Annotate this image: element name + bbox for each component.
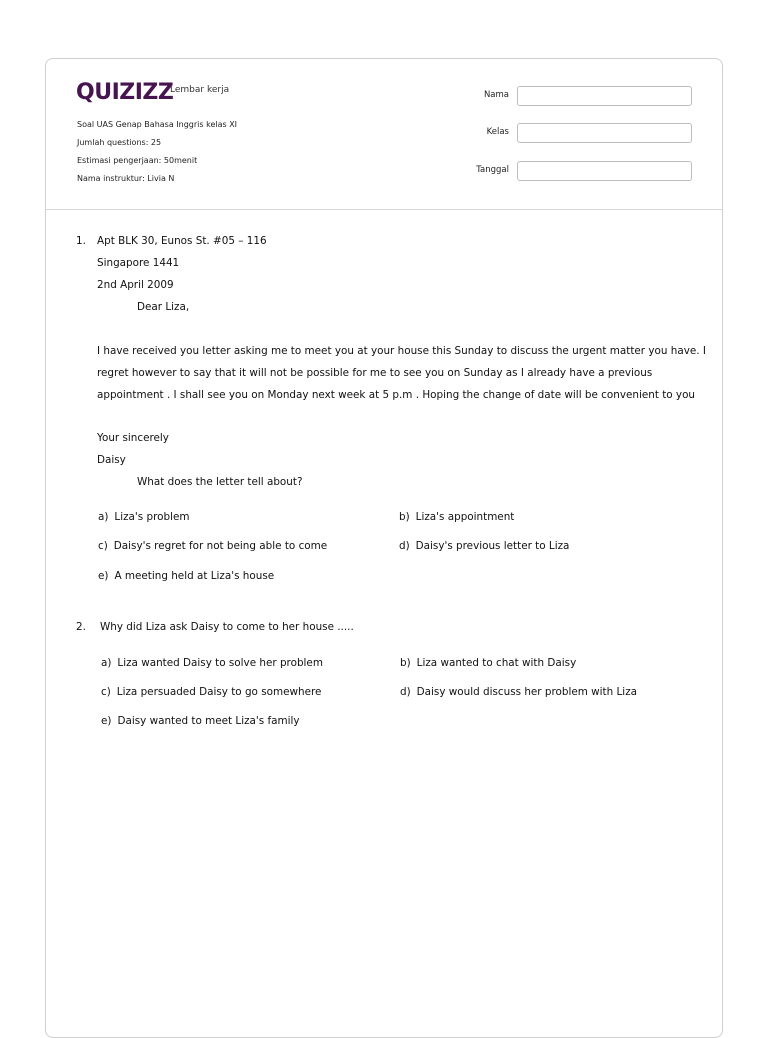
letter-body-line: appointment . I shall see you on Monday next week at 5 p.m . Hoping the change of date will be convenient to you: [97, 389, 696, 401]
quizizz-logo: QUIZIZZ: [76, 80, 174, 105]
option-text: Daisy's regret for not being able to come: [113, 540, 328, 552]
option-text: Liza wanted Daisy to solve her problem: [117, 657, 323, 669]
option-letter: d): [399, 540, 410, 552]
option-letter: c): [98, 540, 108, 552]
nama-field[interactable]: [517, 86, 692, 106]
question-prompt: What does the letter tell about?: [137, 476, 303, 488]
option-letter: b): [400, 657, 411, 669]
option-text: Daisy would discuss her problem with Liza: [416, 686, 638, 698]
tanggal-label: Tanggal: [476, 165, 509, 175]
answer-option-d[interactable]: [400, 686, 637, 698]
answer-option-a[interactable]: [101, 657, 323, 669]
worksheet-page: [45, 58, 723, 1038]
answer-option-b[interactable]: [399, 511, 514, 523]
kelas-label: Kelas: [486, 127, 509, 137]
worksheet-subtitle: Lembar kerja: [170, 85, 230, 95]
letter-date: 2nd April 2009: [97, 279, 174, 291]
option-text: Liza persuaded Daisy to go somewhere: [116, 686, 322, 698]
exam-title: Soal UAS Genap Bahasa Inggris kelas XI: [77, 120, 238, 129]
answer-option-a[interactable]: [98, 511, 190, 523]
option-letter: b): [399, 511, 410, 523]
worksheet-header: [46, 59, 722, 210]
option-text: A meeting held at Liza's house: [114, 570, 275, 582]
answer-option-c[interactable]: [101, 686, 321, 698]
option-letter: e): [101, 715, 112, 727]
nama-label: Nama: [483, 90, 509, 100]
estimated-time: Estimasi pengerjaan: 50menit: [77, 156, 198, 165]
option-letter: a): [101, 657, 112, 669]
letter-address-line: Singapore 1441: [97, 257, 180, 269]
option-text: Liza's problem: [114, 511, 190, 523]
question-number: 1.: [76, 235, 86, 247]
instructor-name: Nama instruktur: Livia N: [77, 174, 175, 183]
letter-signature: Daisy: [97, 454, 126, 466]
letter-salutation: Dear Liza,: [137, 301, 190, 313]
option-text: Liza's appointment: [415, 511, 515, 523]
question-prompt: Why did Liza ask Daisy to come to her house .....: [100, 621, 354, 633]
option-text: Daisy's previous letter to Liza: [415, 540, 570, 552]
option-letter: c): [101, 686, 111, 698]
question-number: 2.: [76, 621, 86, 633]
option-letter: a): [98, 511, 109, 523]
option-letter: d): [400, 686, 411, 698]
answer-option-c[interactable]: [98, 540, 327, 552]
option-text: Daisy wanted to meet Liza's family: [117, 715, 300, 727]
option-letter: e): [98, 570, 109, 582]
option-text: Liza wanted to chat with Daisy: [416, 657, 577, 669]
letter-closing: Your sincerely: [97, 432, 169, 444]
letter-body-line: I have received you letter asking me to meet you at your house this Sunday to discuss the urgent matter you have. I: [97, 345, 706, 357]
answer-option-d[interactable]: [399, 540, 569, 552]
letter-body-line: regret however to say that it will not be possible for me to see you on Sunday as I already have a previous: [97, 367, 653, 379]
tanggal-field[interactable]: [517, 161, 692, 181]
answer-option-e[interactable]: [101, 715, 300, 727]
question-count: Jumlah questions: 25: [77, 138, 162, 147]
answer-option-b[interactable]: [400, 657, 576, 669]
answer-option-e[interactable]: [98, 570, 274, 582]
letter-address-line: Apt BLK 30, Eunos St. #05 – 116: [97, 235, 267, 247]
kelas-field[interactable]: [517, 123, 692, 143]
